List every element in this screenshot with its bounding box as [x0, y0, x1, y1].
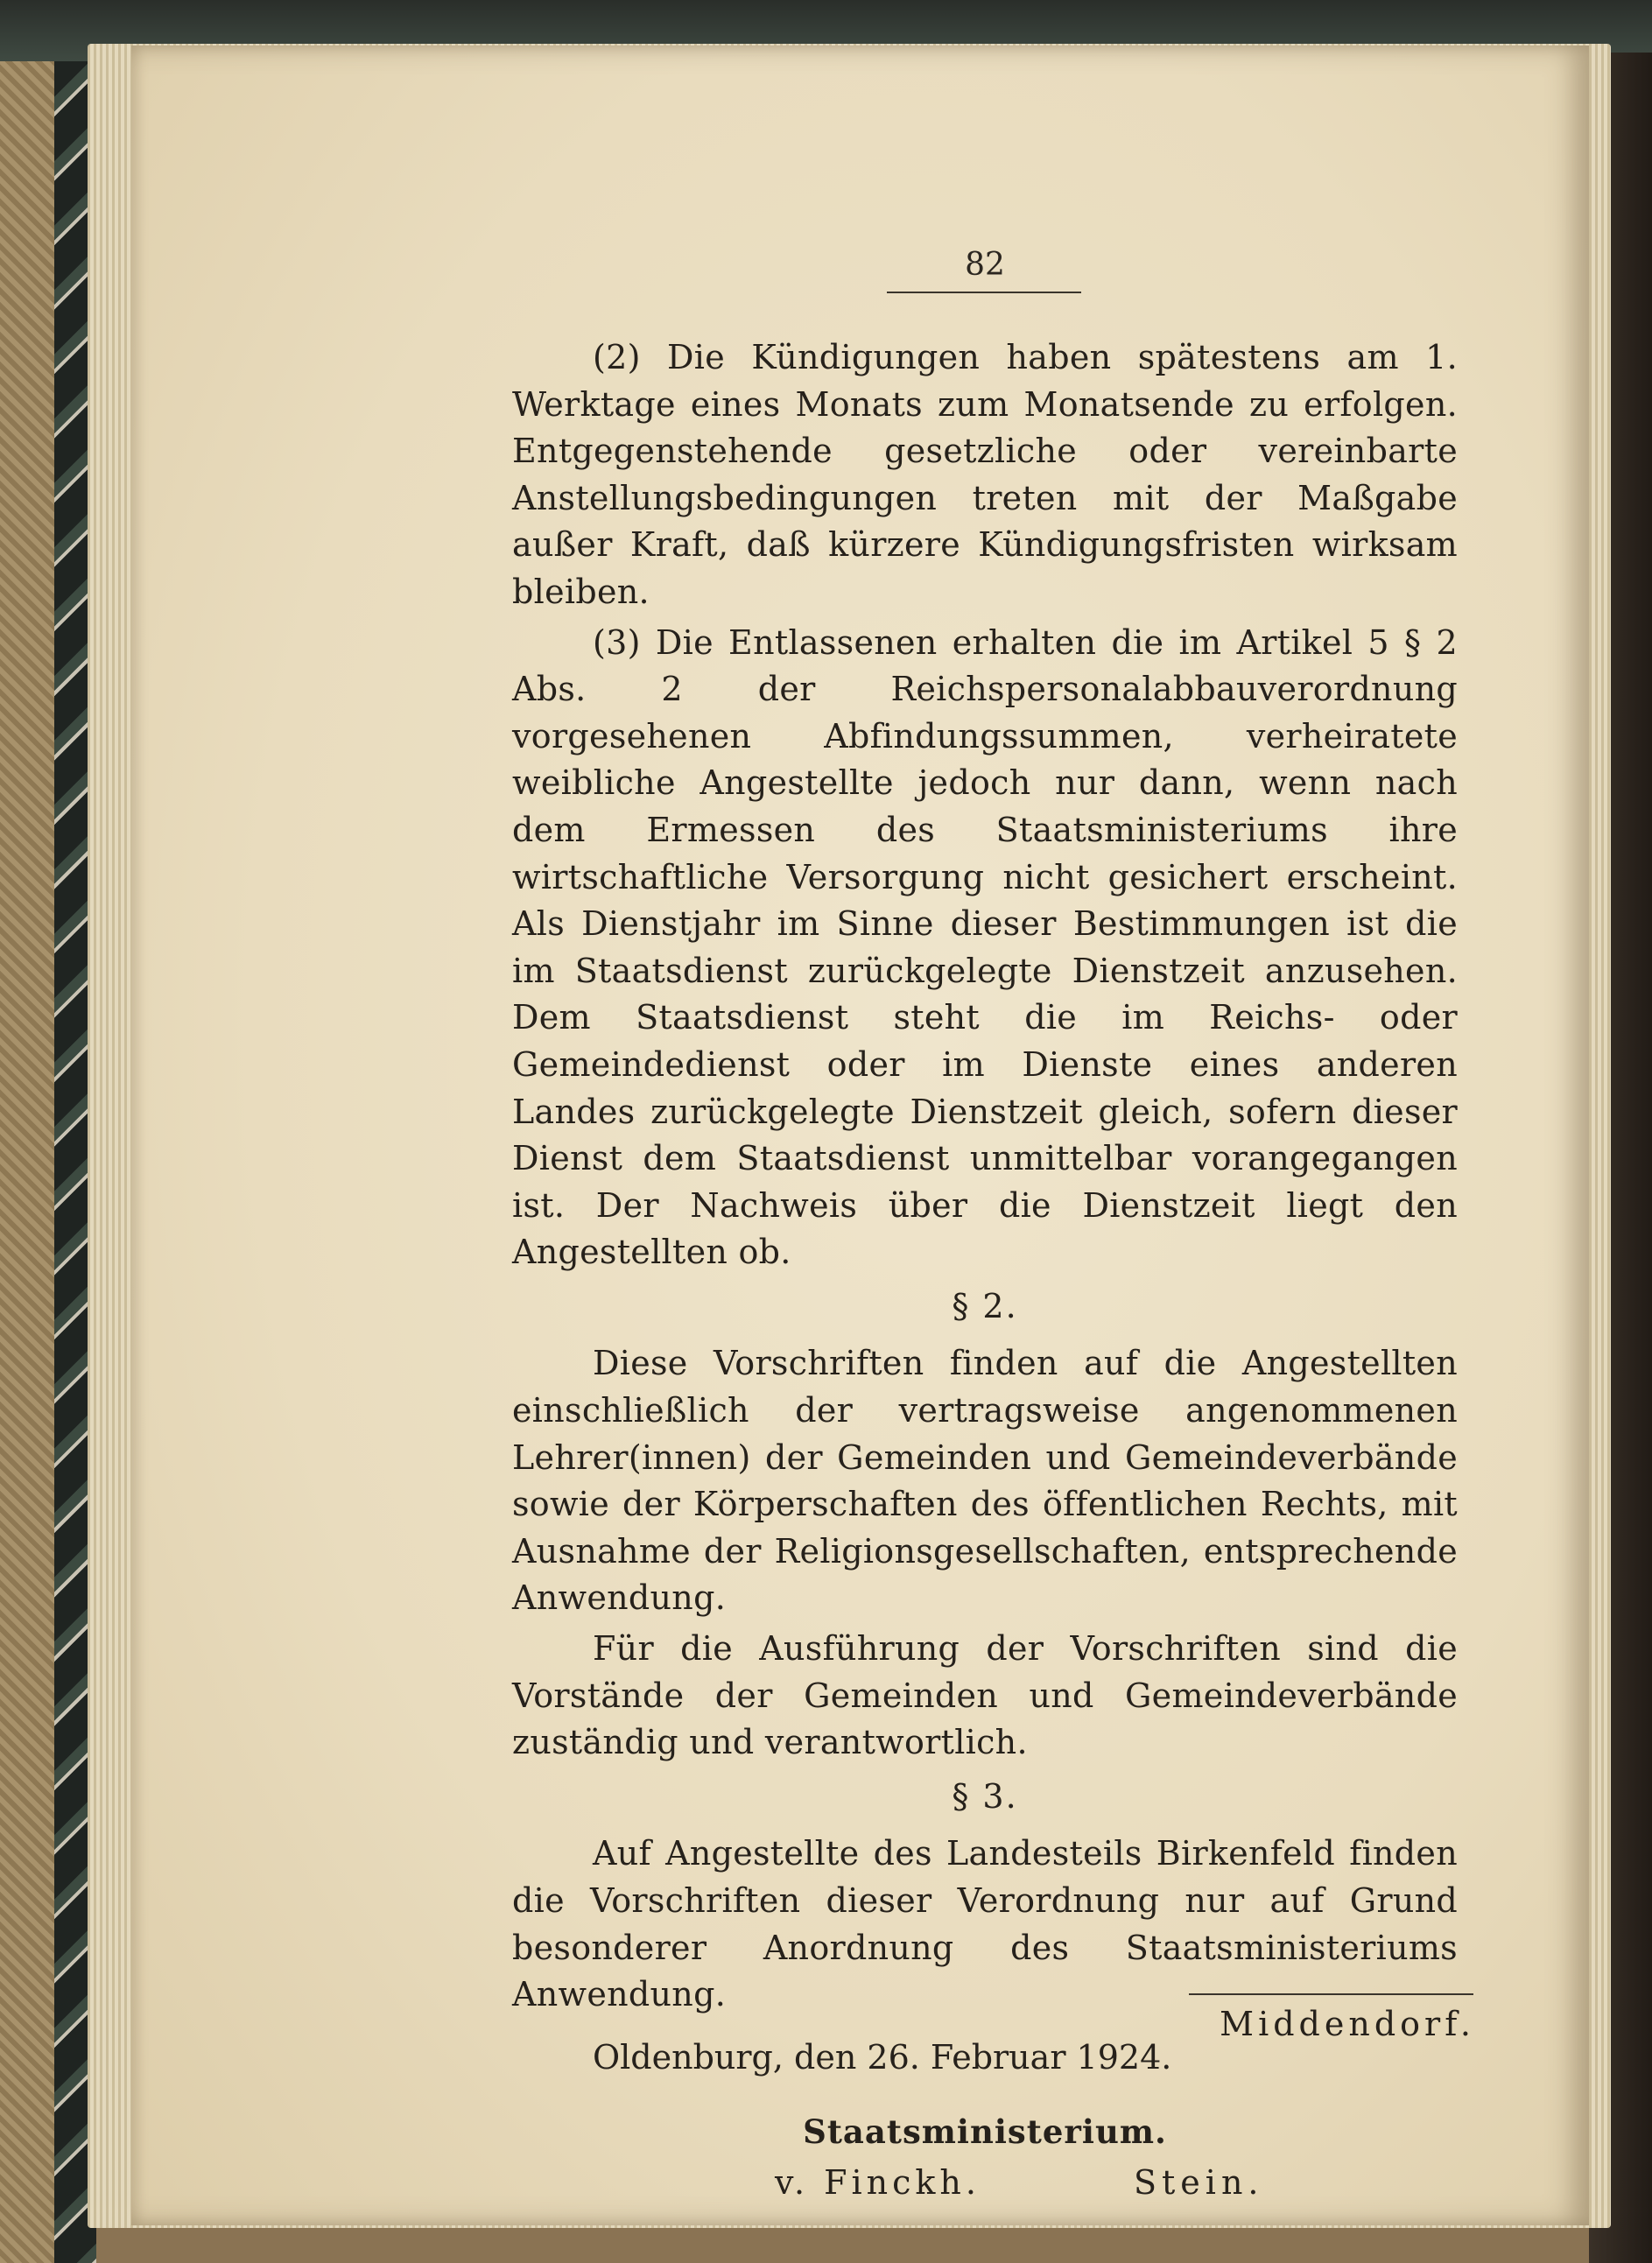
document-body	[512, 334, 1458, 2209]
section-3-paragraph-1: Auf Angestellte des Landesteils Birkenfeld finden die Vorschriften dieser Verordnung nur auf Grund besonderer Anordnung des Staatsministeriums Anwendung.	[512, 1834, 1458, 2014]
countersignatory: Middendorf.	[1220, 2005, 1475, 2043]
paragraph-3: (3) Die Entlassenen erhalten die im Artikel 5 § 2 Abs. 2 der Reichspersonalabbauverordnung vorgesehenen Abfindungssummen, verheiratete weibliche Angestellte jedoch nur dann, wenn nach dem Ermessen des Staatsministeriums ihre wirtschaftliche Versorgung nicht gesichert erscheint. Als Dienstjahr im Sinne dieser Bestimmungen ist die im Staatsdienst zurückgelegte Dienstzeit anzusehen. Dem Staatsdienst steht die im Reichs- oder Gemeindedienst oder im Dienste eines anderen Landes zurückgelegte Dienstzeit gleich, sofern dieser Dienst dem Staatsdienst unmittelbar vorangegangen ist. Der Nachweis über die Dienstzeit liegt den Angestellten ob.	[512, 622, 1458, 1272]
section-2-heading: § 2.	[952, 1286, 1018, 1325]
page-number-rule	[887, 292, 1081, 293]
signatories	[512, 2160, 1458, 2209]
countersign-rule	[1189, 1993, 1473, 1995]
issuing-authority: Staatsministerium.	[803, 2112, 1167, 2152]
section-3-heading: § 3.	[952, 1776, 1018, 1816]
section-2-paragraph-2: Für die Ausführung der Vorschriften sind die Vorstände der Gemeinden und Gemeindeverbände zuständig und verantwortlich.	[512, 1629, 1458, 1762]
signatory-finckh: v. Finckh.	[775, 2162, 981, 2202]
paragraph-2: (2) Die Kündigungen haben spätestens am 1. Werktage eines Monats zum Monatsende zu erfolgen. Entgegenstehende gesetzliche oder vereinbarte Anstellungsbedingungen treten mit der Maßgabe außer Kraft, daß kürzere Kündigungsfristen wirksam bleiben.	[512, 338, 1458, 611]
signatory-stein: Stein.	[1134, 2162, 1264, 2202]
page-number: 82	[965, 247, 1005, 283]
cloth-spine-edge	[0, 0, 54, 2263]
section-2-paragraph-1: Diese Vorschriften finden auf die Angestellten einschließlich der vertragsweise angenommenen Lehrer(innen) der Gemeinden und Gemeindeverbände sowie der Körperschaften des öffentlichen Rechts, mit Ausnahme der Religionsgesellschaften, entsprechende Anwendung.	[512, 1344, 1458, 1618]
place-and-date: Oldenburg, den 26. Februar 1924.	[593, 2037, 1172, 2077]
